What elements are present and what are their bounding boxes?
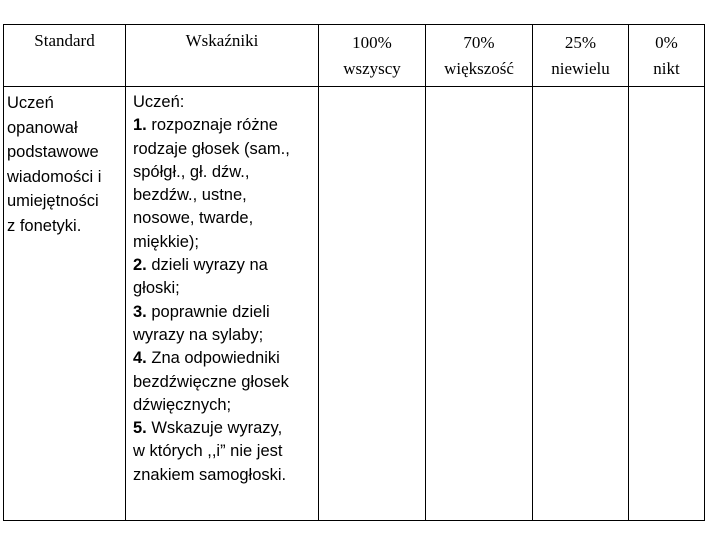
indicator-text: miękkie); xyxy=(133,232,200,251)
indicator-text: w których ,,i” nie jest xyxy=(133,442,283,461)
level-percent: 70% xyxy=(463,33,495,52)
indicator-number: 1. xyxy=(133,116,147,135)
indicator-number: 3. xyxy=(133,302,147,321)
indicator-line xyxy=(133,301,314,324)
header-level-0 xyxy=(629,25,705,87)
indicators-intro: Uczeń: xyxy=(133,93,185,111)
indicator-text: dźwięcznych; xyxy=(133,395,232,414)
indicator-line xyxy=(133,254,314,277)
indicator-text: Zna odpowiedniki xyxy=(151,349,280,368)
assessment-table xyxy=(3,24,705,521)
header-level-70 xyxy=(426,25,533,87)
header-level-25 xyxy=(533,25,629,87)
indicator-line xyxy=(133,440,314,463)
level-label: większość xyxy=(444,59,514,78)
level-25-cell[interactable] xyxy=(533,87,629,521)
header-standard-cell xyxy=(4,25,126,87)
level-label: nikt xyxy=(653,59,680,78)
header-indicators: Wskaźniki xyxy=(185,31,259,50)
indicator-text: znakiem samogłoski. xyxy=(133,465,287,484)
level-100-cell[interactable] xyxy=(319,87,426,521)
indicator-number: 4. xyxy=(133,349,147,368)
level-70-cell[interactable] xyxy=(426,87,533,521)
indicator-text: dzieli wyrazy na xyxy=(151,256,268,275)
header-row xyxy=(4,25,705,87)
body-row xyxy=(4,87,705,521)
indicator-text: wyrazy na sylaby; xyxy=(133,325,264,344)
indicator-item xyxy=(133,114,314,254)
header-level-100 xyxy=(319,25,426,87)
indicator-line xyxy=(133,207,314,230)
indicator-line xyxy=(133,371,314,394)
level-label: wszyscy xyxy=(343,59,401,78)
indicator-text: poprawnie dzieli xyxy=(151,302,270,321)
level-0-cell[interactable] xyxy=(629,87,705,521)
standard-cell xyxy=(4,87,126,521)
indicator-item xyxy=(133,254,314,301)
indicator-item xyxy=(133,417,314,487)
indicator-text: bezdźw., ustne, xyxy=(133,186,247,205)
indicator-line xyxy=(133,114,314,137)
indicator-line xyxy=(133,324,314,347)
header-standard: Standard xyxy=(34,31,95,50)
indicators-list xyxy=(126,87,318,487)
indicator-number: 2. xyxy=(133,256,147,275)
standard-text: Uczeń opanował podstawowe wiadomości i umiejętności z fonetyki. xyxy=(7,94,102,235)
indicator-number: 5. xyxy=(133,419,147,438)
indicator-text: rodzaje głosek (sam., xyxy=(133,139,290,158)
indicator-line xyxy=(133,464,314,487)
indicator-line xyxy=(133,347,314,370)
level-percent: 25% xyxy=(564,33,597,52)
level-percent: 100% xyxy=(352,33,392,52)
indicator-line xyxy=(133,417,314,440)
indicator-text: spółgł., gł. dźw., xyxy=(133,162,250,181)
level-label: niewielu xyxy=(551,59,610,78)
indicator-text: bezdźwięczne głosek xyxy=(133,372,289,391)
indicator-item xyxy=(133,301,314,348)
indicator-text: nosowe, twarde, xyxy=(133,209,254,228)
header-indicators-cell xyxy=(126,25,319,87)
indicator-line xyxy=(133,161,314,184)
indicator-line xyxy=(133,277,314,300)
indicator-line xyxy=(133,184,314,207)
indicator-line xyxy=(133,138,314,161)
indicators-cell xyxy=(126,87,319,521)
indicator-line xyxy=(133,231,314,254)
indicator-text: rozpoznaje różne xyxy=(151,116,278,135)
indicator-text: Wskazuje wyrazy, xyxy=(151,419,283,438)
level-percent: 0% xyxy=(655,33,678,52)
indicator-text: głoski; xyxy=(133,279,180,298)
indicator-line xyxy=(133,394,314,417)
indicator-item xyxy=(133,347,314,417)
